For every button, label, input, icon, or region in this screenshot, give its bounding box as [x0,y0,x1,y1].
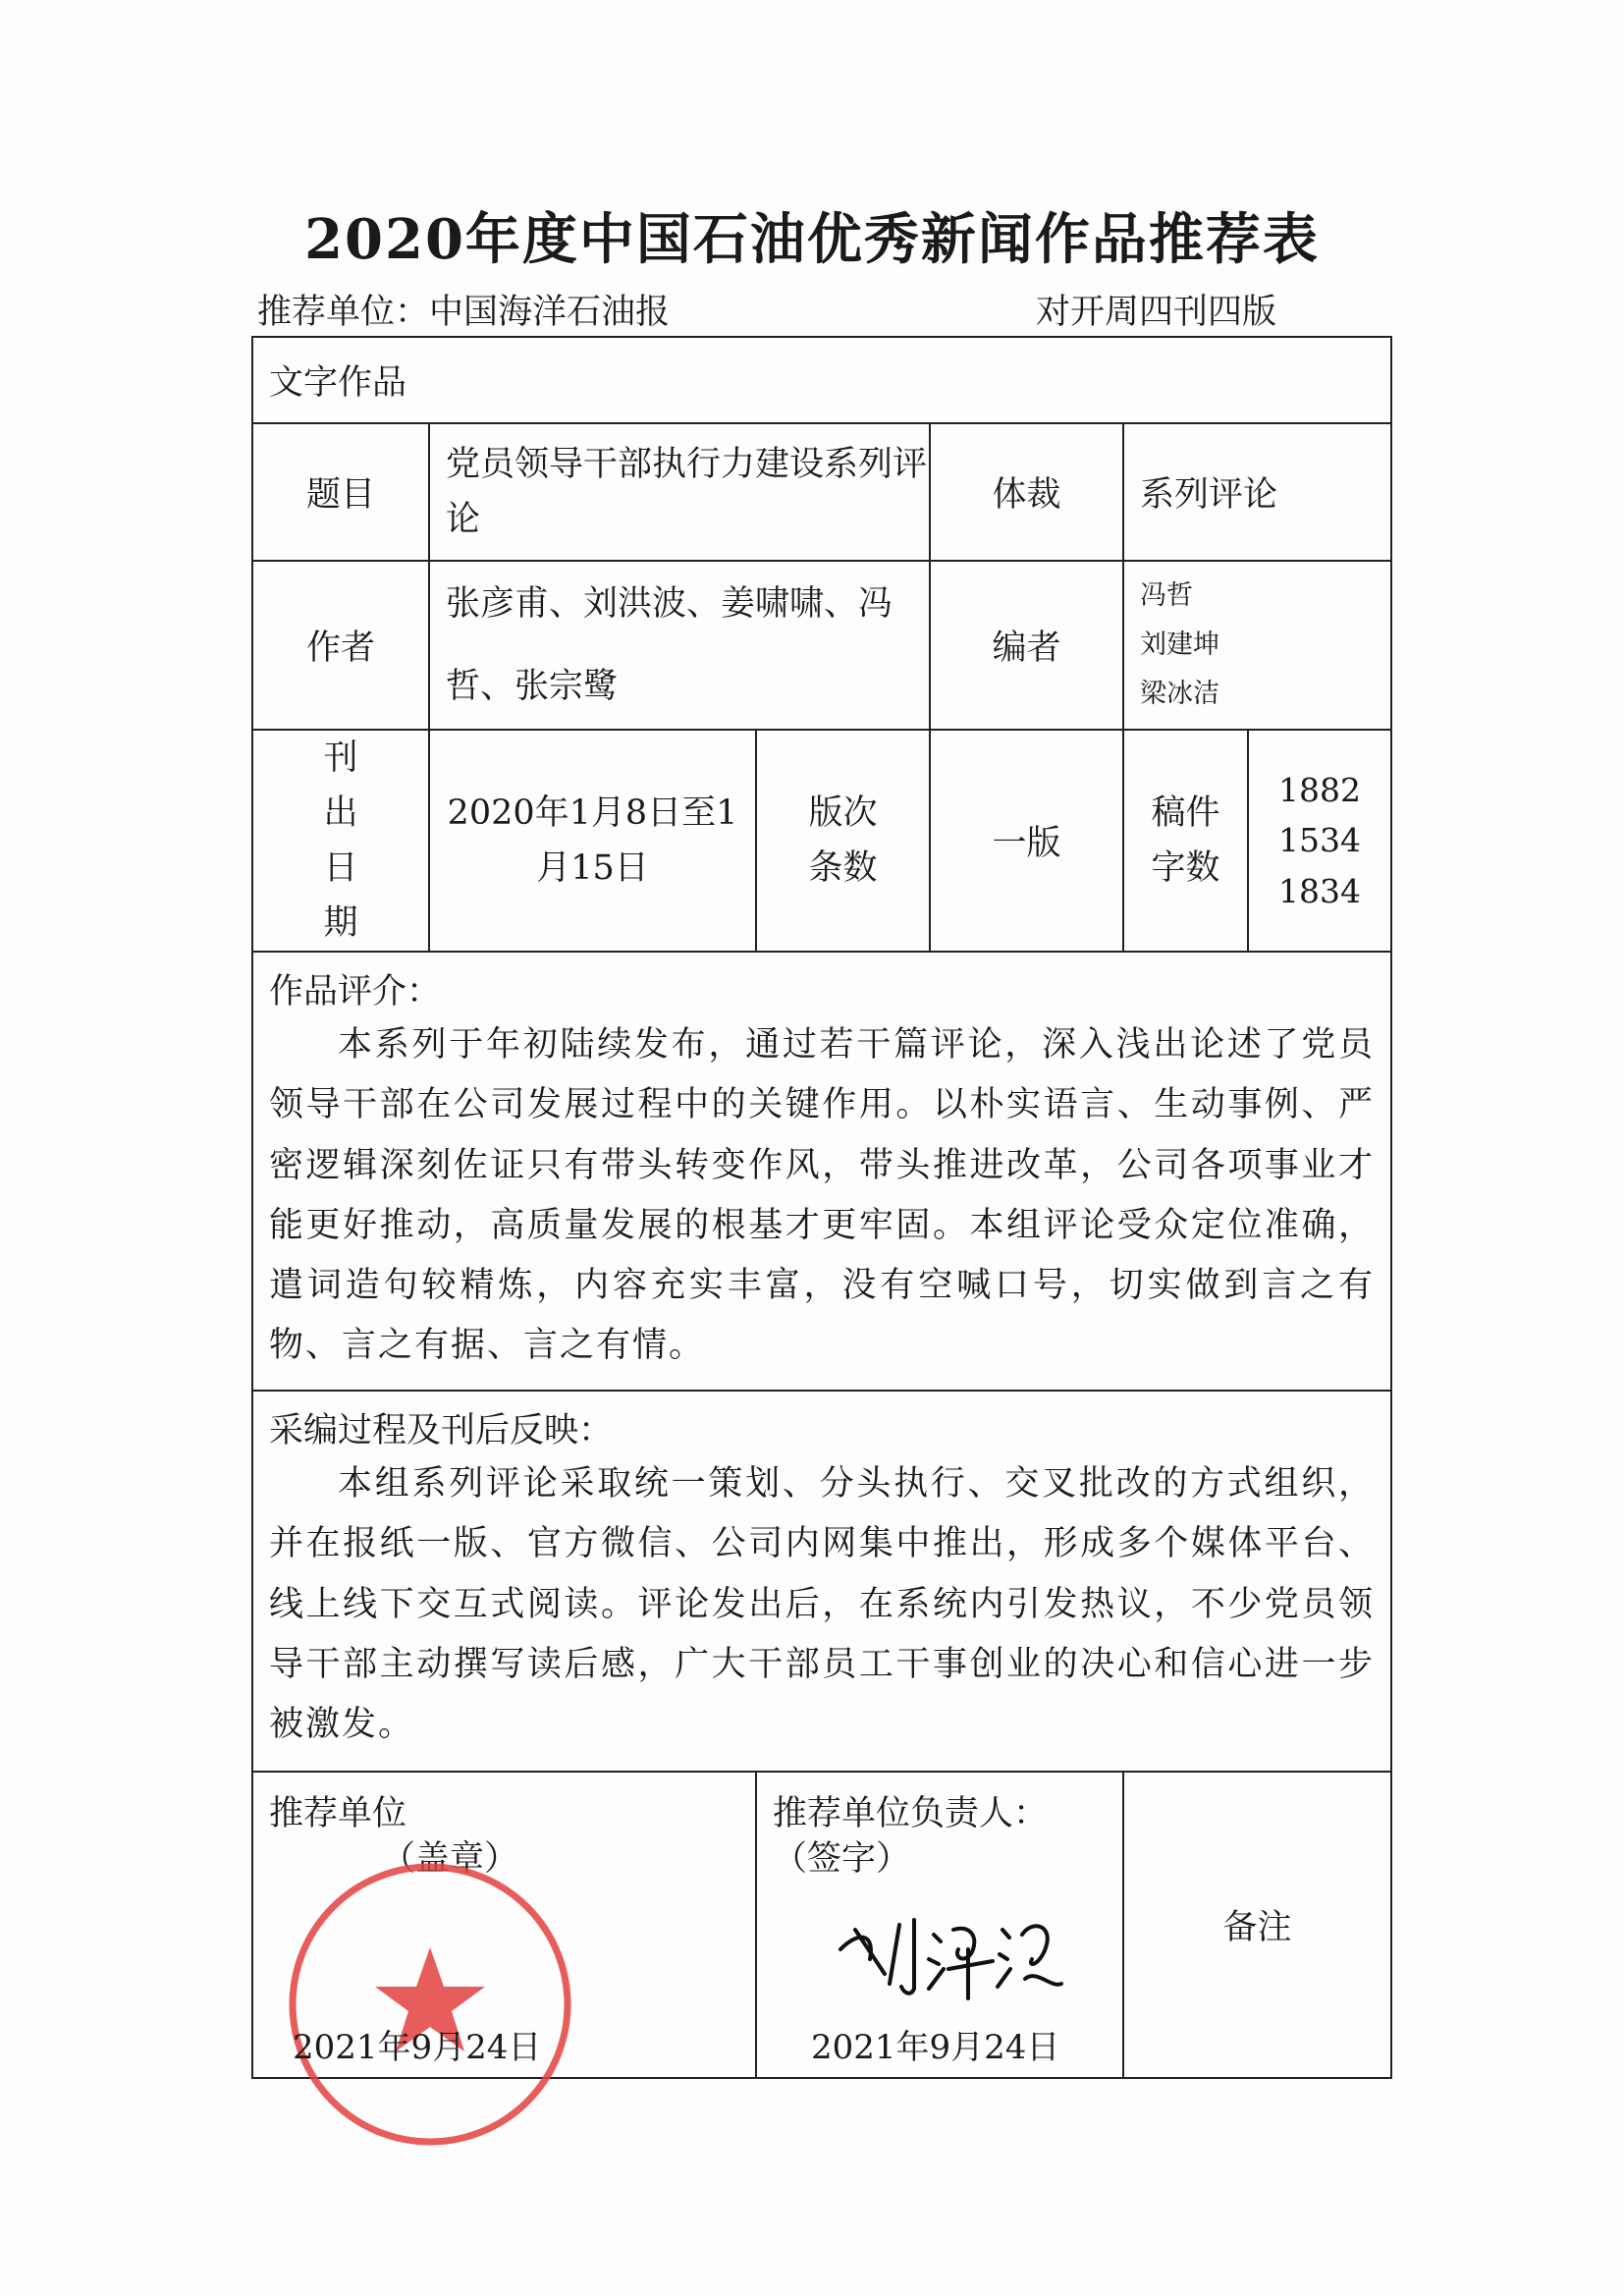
process-heading: 采编过程及刊后反映： [269,1411,614,1450]
author-row [252,561,1391,730]
process-text: 本组系列评论采取统一策划、分头执行、交叉批改的方式组织，并在报纸一版、官方微信、公司内网集中推出，形成多个媒体平台、线上线下交互式阅读。评论发出后，在系统内引发热议，不少党员领导干部主动撰写读后感，广大干部员工干事创业的决心和信心进一步被激发。 [269,1464,1376,1744]
editor-label: 编者 [930,561,1123,730]
words-label: 稿件字数 [1123,730,1248,952]
signature-row [252,1772,1391,2078]
editor-list [1123,561,1391,730]
official-seal-icon [283,1857,577,2152]
genre-label: 体裁 [930,423,1123,561]
date-label: 刊出日期 [252,730,429,952]
word-count: 1882 [1278,771,1362,810]
page-label: 版次条数 [756,730,930,952]
person-sign-cell [756,1772,1123,2078]
unit-label: 推荐单位 [269,1794,407,1833]
words-list [1248,730,1391,952]
handwritten-signature-icon [831,1890,1066,2008]
title-label: 题目 [252,423,429,561]
seal-note: （盖章） [381,1839,519,1879]
paper-format: 对开周四刊四版 [1036,293,1277,332]
process-cell [252,1391,1391,1772]
recommending-unit: 推荐单位：中国海洋石油报 [257,293,671,332]
evaluation-row [252,952,1391,1391]
genre-value: 系列评论 [1123,423,1391,561]
recommendation-table [251,336,1392,2079]
evaluation-text: 本系列于年初陆续发布，通过若干篇评论，深入浅出论述了党员领导干部在公司发展过程中的关键作用。以朴实语言、生动事例、严密逻辑深刻佐证只有带头转变作风，带头推进改革，公司各项事业才能更好推动，高质量发展的根基才更牢固。本组评论受众定位准确，遣词造句较精炼，内容充实丰富，没有空喊口号，切实做到言之有物、言之有据、言之有情。 [269,1025,1376,1366]
page-value: 一版 [930,730,1123,952]
category-row [252,337,1391,423]
date-row [252,730,1391,952]
author-value: 张彦甫、刘洪波、姜啸啸、冯哲、张宗鹭 [429,561,930,730]
word-count: 1834 [1278,871,1362,910]
editor-name: 冯哲 [1140,580,1193,612]
process-row [252,1391,1391,1772]
evaluation-cell [252,952,1391,1391]
form-title: 2020年度中国石油优秀新闻作品推荐表 [304,207,1320,272]
editor-name: 梁冰洁 [1140,678,1219,709]
unit-date: 2021年9月24日 [293,2028,542,2067]
sign-note: （签字） [773,1839,911,1879]
unit-seal-cell [252,1772,756,2078]
title-value: 党员领导干部执行力建设系列评论 [429,423,930,561]
evaluation-heading: 作品评介： [269,972,442,1011]
person-label: 推荐单位负责人： [773,1794,1049,1833]
title-row [252,423,1391,561]
category: 文字作品 [252,337,1391,423]
remarks-label: 备注 [1222,1908,1292,1947]
date-value: 2020年1月8日至1月15日 [429,730,756,952]
person-date: 2021年9月24日 [811,2028,1060,2067]
remarks-cell [1123,1772,1391,2078]
editor-name: 刘建坤 [1140,629,1219,661]
author-label: 作者 [252,561,429,730]
word-count: 1534 [1278,821,1362,860]
